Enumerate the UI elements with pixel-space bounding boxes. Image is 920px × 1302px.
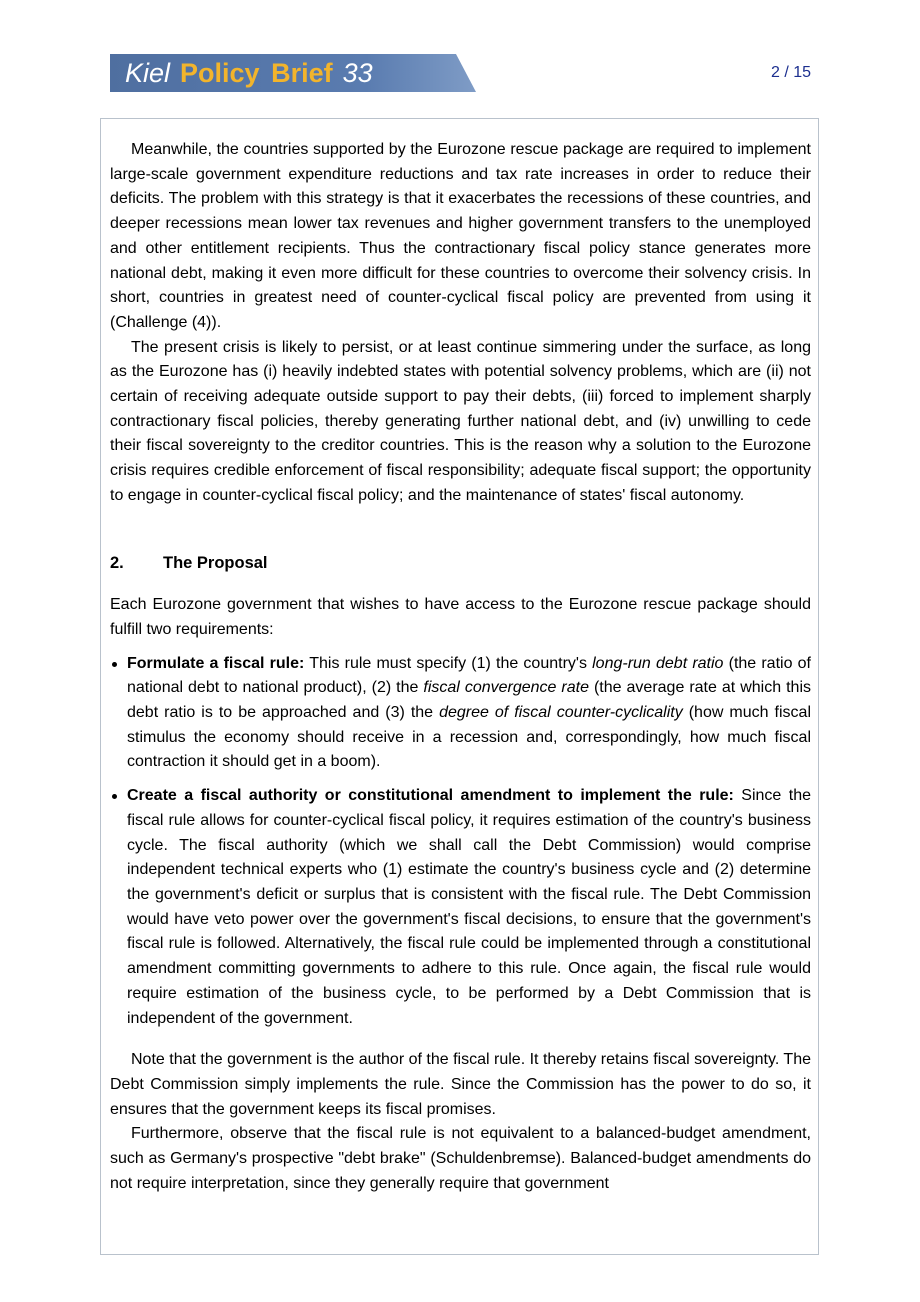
paragraph-2: The present crisis is likely to persist, or at least continue simmering under the surface, as long as the Eurozone has (i) heavily indebted states with potential solvency problems, which are (ii) not certain of receiving adequate outside support to pay their debts, (iii) forced to implement sharply contractionary fiscal policies, thereby generating further national debt, and (iv) unwilling to cede their fiscal sovereignty to the creditor countries. This is the reason why a solution to the Eurozone crisis requires credible enforcement of fiscal responsibility; adequate fiscal support; the opportunity to engage in counter-cyclical fiscal policy; and the maintenance of states' fiscal autonomy. (110, 338, 811, 504)
bullet-text: This rule must specify (1) the country's (304, 654, 593, 672)
paragraph-3: Note that the government is the author of the fiscal rule. It thereby retains fiscal sovereignty. The Debt Commission simply implements the rule. Since the Commission has the power to do so, it ensures that the government keeps its fiscal promises. (110, 1051, 811, 1118)
section-intro: Each Eurozone government that wishes to have access to the Eurozone rescue package should fulfill two requirements: (110, 596, 811, 638)
paragraph-1: Meanwhile, the countries supported by the Eurozone rescue package are required to implement large-scale government expenditure reductions and tax rate increases in order to reduce their deficits. The problem with this strategy is that it exacerbates the recessions of these countries, and deeper recessions mean lower tax revenues and higher government transfers to the unemployed and other entitlement recipients. Thus the contractionary fiscal policy stance generates more national debt, making it even more difficult for these countries to overcome their solvency crisis. In short, countries in greatest need of counter-cyclical fiscal policy are prevented from using it (Challenge (4)). (110, 141, 811, 331)
series-number: 33 (342, 58, 373, 88)
series-policy-brief: Policy Brief (180, 58, 333, 88)
document-body (110, 138, 811, 1196)
series-title (125, 55, 373, 91)
list-item (110, 652, 811, 776)
bullet-text: (the ratio of national debt to national product), (2) the (127, 654, 811, 697)
requirements-list (110, 652, 811, 1032)
bullet-text: (how much fiscal stimulus the economy should receive in a recession and, correspondingly, how much fiscal contraction it should get in a boom). (127, 704, 811, 771)
bullet-emphasis: degree of fiscal counter-cyclicality (439, 704, 683, 722)
bullet-text: Since the fiscal rule allows for counter-cyclical fiscal policy, it requires estimation of the country's business cycle. The fiscal authority (which we shall call the Debt Commission) would comprise independent technical experts who (1) estimate the country's business cycle and (2) determine the government's deficit or surplus that is consistent with the fiscal rule. The Debt Commission would have veto power over the government's fiscal decisions, to ensure that the government's fiscal rule is followed. Alternatively, the fiscal rule could be implemented through a constitutional amendment committing governments to adhere to this rule. Once again, the fiscal rule would require estimation of the business cycle, to be performed by a Debt Commission that is independent of the government. (127, 787, 812, 1027)
page-indicator: 2 / 15 (770, 64, 811, 81)
section-number: 2. (110, 553, 124, 572)
paragraph-4: Furthermore, observe that the fiscal rule is not equivalent to a balanced-budget amendment, such as Germany's prospective "debt brake" (Schuldenbremse). Balanced-budget amendments do not require interpretation, since they generally require that government (110, 1125, 811, 1192)
section-heading (110, 551, 811, 576)
bullet-lead: Formulate a fiscal rule: (127, 654, 305, 672)
section-title: The Proposal (163, 553, 268, 572)
bullet-emphasis: fiscal convergence rate (423, 679, 589, 697)
bullet-lead: Create a fiscal authority or constitutional amendment to implement the rule: (127, 787, 734, 805)
list-item (110, 784, 811, 1031)
bullet-text: (the average rate at which this debt ratio is to be approached and (3) the (127, 679, 812, 722)
bullet-emphasis: long-run debt ratio (592, 654, 724, 672)
series-kiel: Kiel (125, 58, 171, 88)
